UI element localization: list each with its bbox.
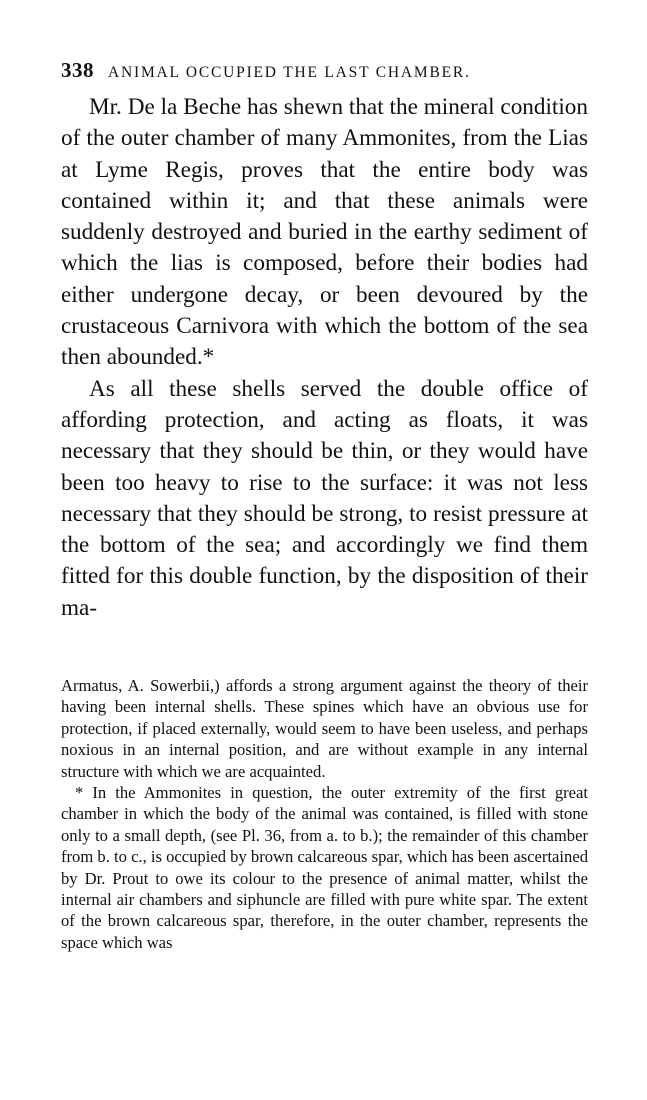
- page-number: 338: [61, 58, 94, 82]
- paragraph-shell-function: As all these shells served the double office of affording protection, and acting as floats, it was necessary that they should be thin, or they would have been too heavy to rise to the surface: it was not less necessary that they should be strong, to resist pressure at the bottom of the sea; and accordingly we find them fitted for this double function, by the disposition of their ma-: [61, 375, 588, 621]
- main-text: [61, 92, 588, 624]
- running-head: [61, 58, 588, 88]
- paragraph-de-la-beche: Mr. De la Beche has shewn that the mineral condition of the outer chamber of many Ammonites, from the Lias at Lyme Regis, proves that the entire body was contained within it; and that these animals were suddenly destroyed and buried in the earthy sediment of which the lias is composed, before their bodies had either undergone decay, or been devoured by the crustaceous Carnivora with which the bottom of the sea then abounded.*: [61, 94, 588, 371]
- running-title: ANIMAL OCCUPIED THE LAST CHAMBER.: [108, 64, 471, 81]
- footnotes: [61, 675, 588, 953]
- footnote-continuation: Armatus, A. Sowerbii,) affords a strong argument against the theory of their having been internal shells. These spines which have an obvious use for protection, if placed externally, would seem to have been useless, and perhaps noxious in an internal position, and are without example in any internal structure with which we are acquainted.: [61, 676, 588, 781]
- footnote-asterisk: * In the Ammonites in question, the outer extremity of the first great chamber in which the body of the animal was contained, is filled with stone only to a small depth, (see Pl. 36, from a. to b.); the remainder of this chamber from b. to c., is occupied by brown calcareous spar, which has been ascertained by Dr. Prout to owe its colour to the presence of animal matter, whilst the internal air chambers and siphuncle are filled with pure white spar. The extent of the brown calcareous spar, therefore, in the outer chamber, represents the space which was: [61, 783, 588, 952]
- book-page: [61, 58, 588, 952]
